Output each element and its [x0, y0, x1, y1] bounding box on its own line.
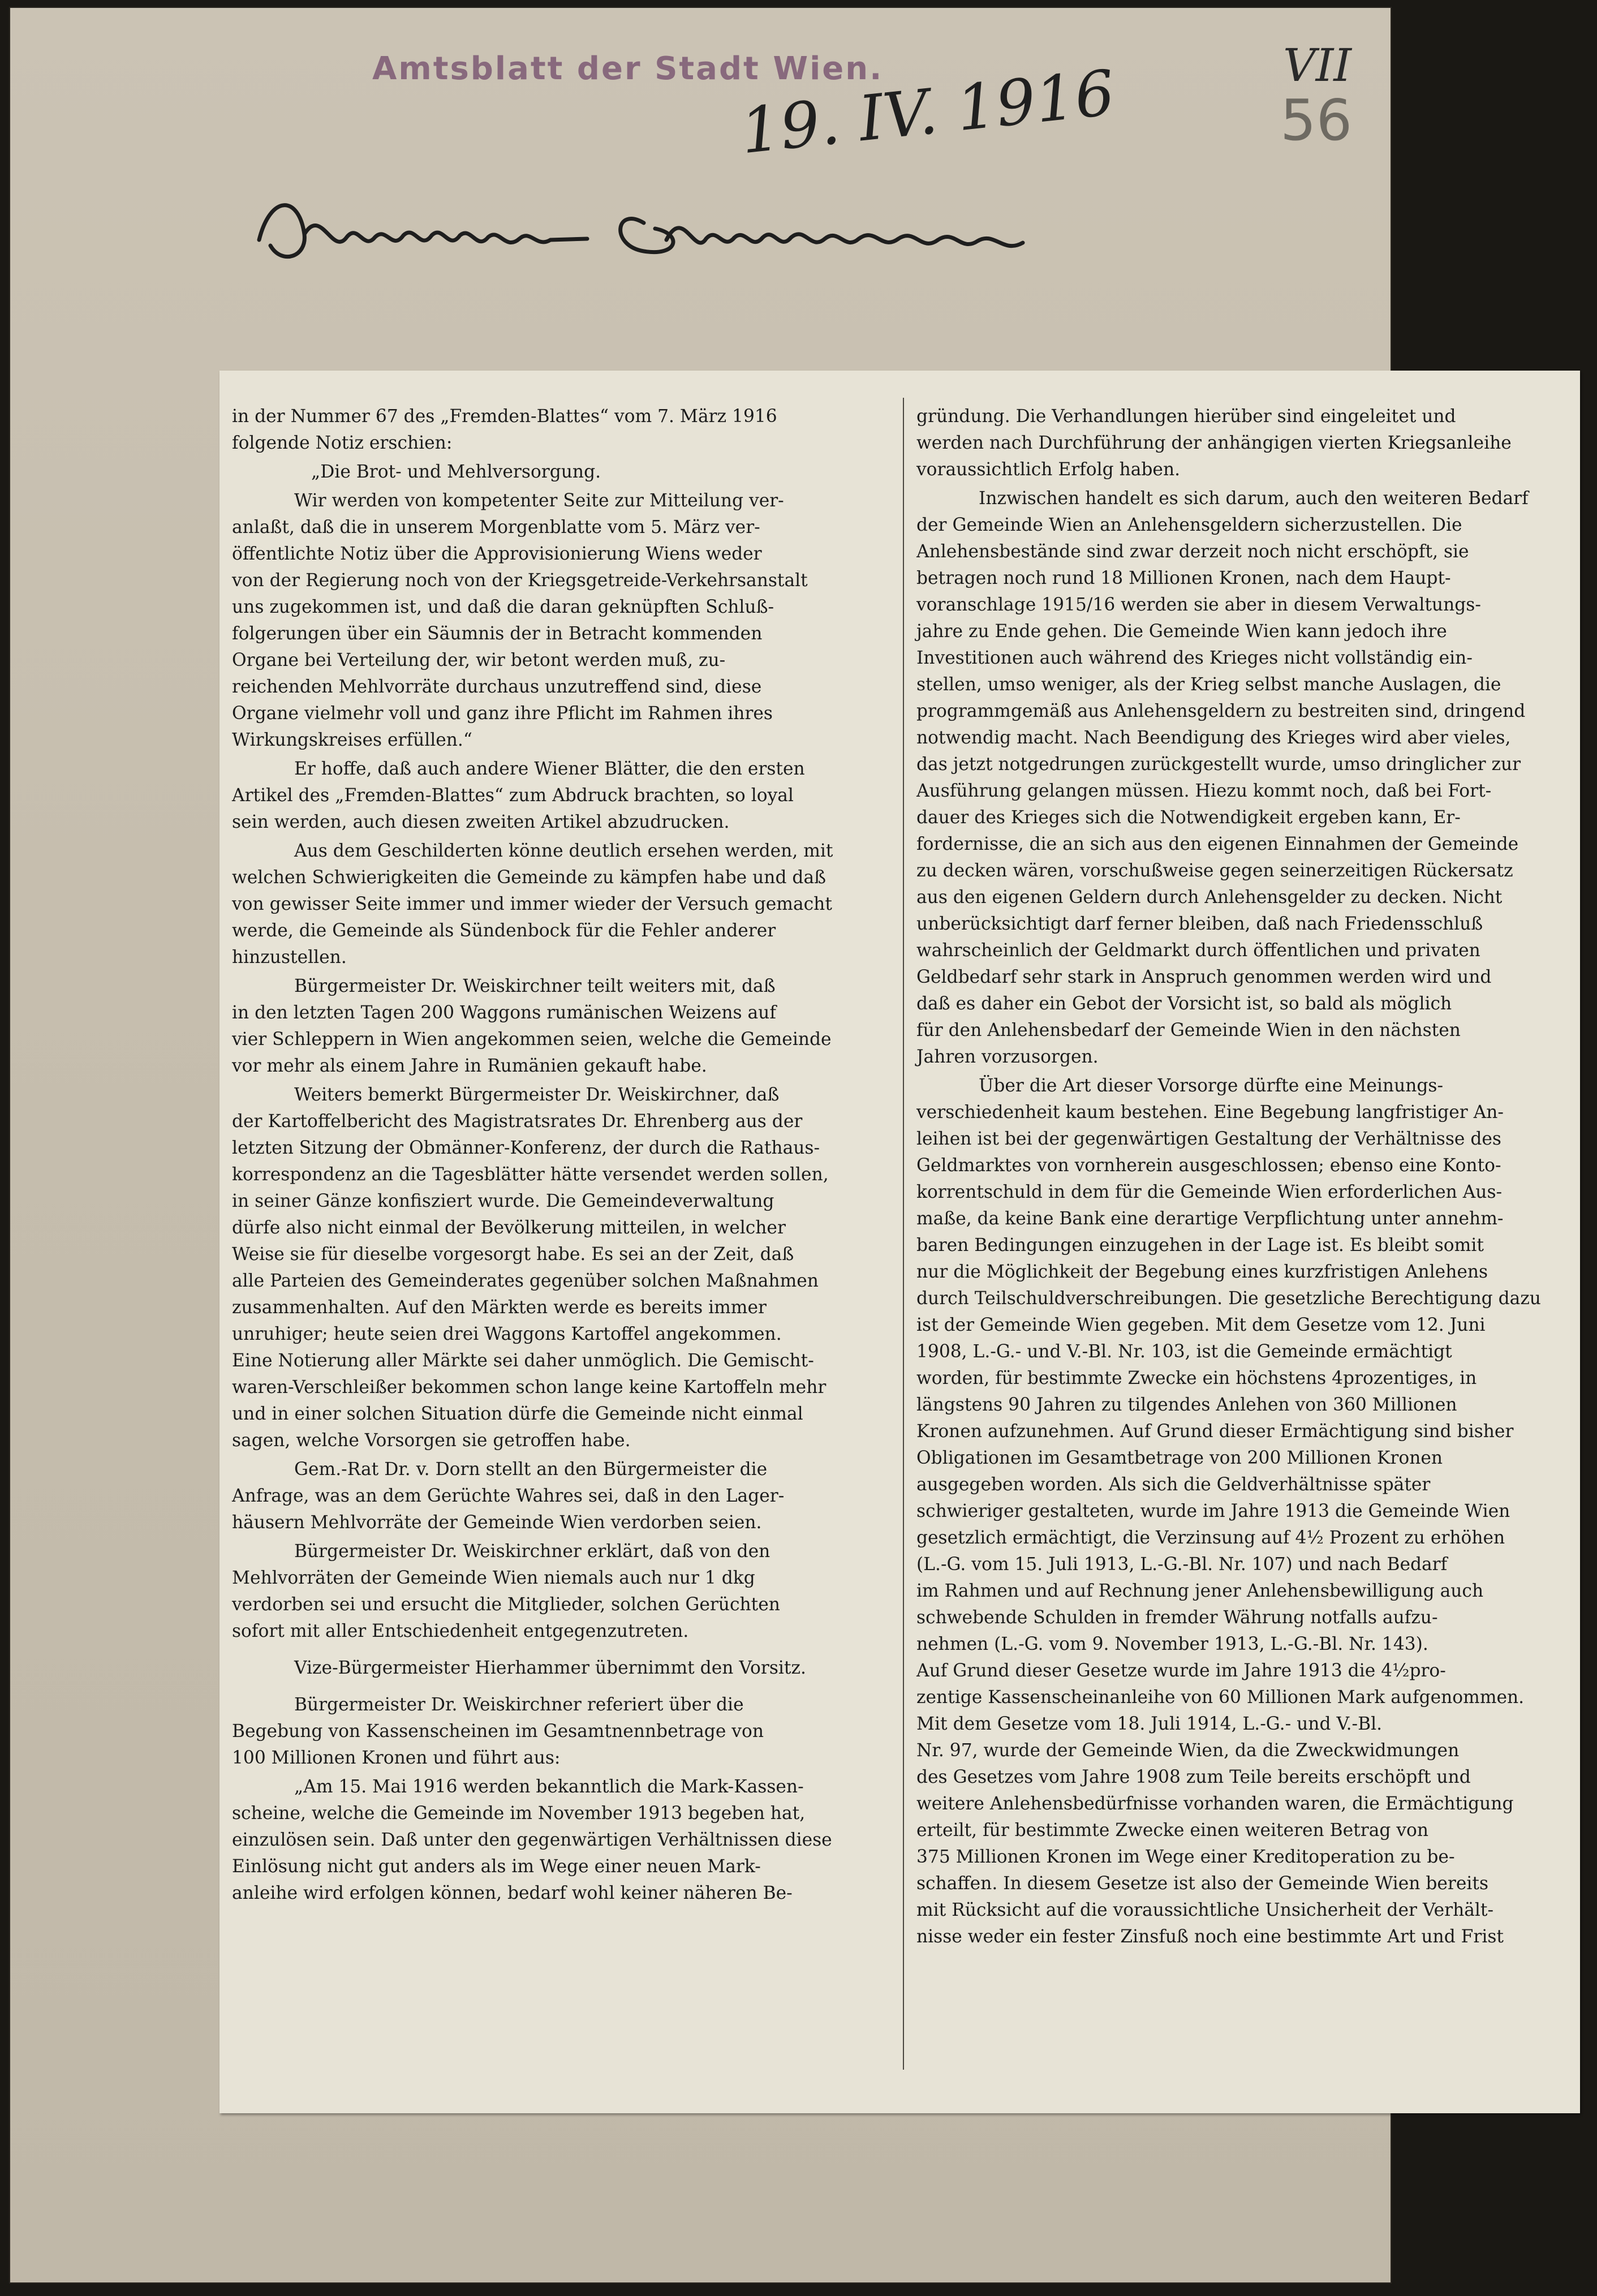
paragraph: Er hoffe, daß auch andere Wiener Blätter, die den ersten Artikel des „Fremden-Blattes“ zum Abdruck brachten, so loyal sein werden, auch diesen zweiten Artikel abzudrucken.	[232, 759, 805, 832]
handwritten-date: 19. IV. 1916	[737, 56, 1118, 168]
folio-roman: VII	[1283, 39, 1351, 92]
paragraph: Bürgermeister Dr. Weiskirchner erklärt, daß von den Mehlvorräten der Gemeinde Wien niemals auch nur 1 dkg verdorben sei und ersucht die Mitglieder, solchen Gerüchten sofort mit aller Entschiedenheit entgegenzutreten.	[232, 1541, 780, 1641]
paragraph: Wir werden von kompetenter Seite zur Mitteilung ver- anlaßt, daß die in unserem Morgenblatte vom 5. März ver- öffentlichte Notiz über die Approvisionierung Wiens weder von der Regierung noch von der Kriegsgetreide-Verkehrsanstalt uns zugekommen ist, und daß die daran geknüpften Schluß- folgerungen über ein Säumnis der in Betracht kommenden Organe bei Verteilung der, wir betont werden muß, zu- reichenden Mehlvorräte durchaus unzutreffend sind, diese Organe vielmehr voll und ganz ihre Pflicht im Rahmen ihres Wirkungskreises erfüllen.“	[232, 491, 808, 750]
paragraph: Aus dem Geschilderten könne deutlich ersehen werden, mit welchen Schwierigkeiten die Gemeinde zu kämpfen habe und daß von gewisser Seite immer und immer wieder der Versuch gemacht werde, die Gemeinde als Sündenbock für die Fehler anderer hinzustellen.	[232, 841, 833, 968]
paragraph: in der Nummer 67 des „Fremden-Blattes“ vom 7. März 1916 folgende Notiz erschien:	[232, 406, 777, 453]
folio-number: 56	[1280, 87, 1353, 153]
right-column	[916, 403, 1567, 1950]
paragraph: Vize-Bürgermeister Hierhammer übernimmt den Vorsitz.	[294, 1658, 806, 1678]
paragraph: Weiters bemerkt Bürgermeister Dr. Weiskirchner, daß der Kartoffelbericht des Magistratsrates Dr. Ehrenberg aus der letzten Sitzung der Obmänner-Konferenz, der durch die Rathaus- korrespondenz an die Tagesblätter hätte versendet werden sollen, in seiner Gänze konfisziert wurde. Die Gemeindeverwaltung dürfe also nicht einmal der Bevölkerung mitteilen, in welcher Weise sie für dieselbe vorgesorgt habe. Es sei an der Zeit, daß alle Parteien des Gemeinderates gegenüber solchen Maßnahmen zusammenhalten. Auf den Märkten werde es bereits immer unruhiger; heute seien drei Waggons Kartoffel angekommen. Eine Notierung aller Märkte sei daher unmöglich. Die Gemischt- waren-Verschleißer bekommen schon lange keine Kartoffeln mehr und in einer solchen Situation dürfe die Gemeinde nicht einmal sagen, welche Vorsorgen sie getroffen habe.	[232, 1085, 829, 1451]
handwritten-title	[248, 172, 1164, 285]
amtsblatt-stamp: Amtsblatt der Stadt Wien.	[372, 50, 884, 87]
newspaper-clipping	[219, 371, 1580, 2113]
paragraph: Inzwischen handelt es sich darum, auch den weiteren Bedarf der Gemeinde Wien an Anlehensgeldern sicherzustellen. Die Anlehensbestände sind zwar derzeit noch nicht erschöpft, sie betragen noch rund 18 Millionen Kronen, nach dem Haupt- voranschlage 1915/16 werden sie aber in diesem Verwaltungs- jahre zu Ende gehen. Die Gemeinde Wien kann jedoch ihre Investitionen auch während des Krieges nicht vollständig ein- stellen, umso weniger, als der Krieg selbst manche Auslagen, die programmgemäß aus Anlehensgeldern zu bestreiten sind, dringend notwendig macht. Nach Beendigung des Krieges wird aber vieles, das jetzt notgedrungen zurückgestellt wurde, umso dringlicher zur Ausführung gelangen müssen. Hiezu kommt noch, daß bei Fort- dauer des Krieges sich die Notwendigkeit ergeben kann, Er- fordernisse, die an sich aus den eigenen Einnahmen der Gemeinde zu decken wären, vorschußweise gegen seinerzeitigen Rückersatz aus den eigenen Geldern durch Anlehensgelder zu decken. Nicht unberücksichtigt darf ferner bleiben, daß nach Friedensschluß wahrscheinlich der Geldmarkt durch öffentlichen und privaten Geldbedarf sehr stark in Anspruch genommen werden wird und daß es daher ein Gebot der Vorsicht ist, so bald als möglich für den Anlehensbedarf der Gemeinde Wien in den nächsten Jahren vorzusorgen.	[916, 488, 1529, 1067]
paragraph: Über die Art dieser Vorsorge dürfte eine Meinungs- verschiedenheit kaum bestehen. Eine Begebung langfristiger An- leihen ist bei der gegenwärtigen Gestaltung der Verhältnisse des Geldmarktes von vornherein ausgeschlossen; ebenso eine Konto- korrentschuld in dem für die Gemeinde Wien erforderlichen Aus- maße, da keine Bank eine derartige Verpflichtung unter annehm- baren Bedingungen einzugehen in der Lage ist. Es bleibt somit nur die Möglichkeit der Begebung eines kurzfristigen Anlehens durch Teilschuldverschreibungen. Die gesetzliche Berechtigung dazu ist der Gemeinde Wien gegeben. Mit dem Gesetze vom 12. Juni 1908, L.-G.- und V.-Bl. Nr. 103, ist die Gemeinde ermächtigt worden, für bestimmte Zwecke ein höchstens 4prozentiges, in längstens 90 Jahren zu tilgendes Anlehen von 360 Millionen Kronen aufzunehmen. Auf Grund dieser Ermächtigung sind bisher Obligationen im Gesamtbetrage von 200 Millionen Kronen ausgegeben worden. Als sich die Geldverhältnisse später schwieriger gestalteten, wurde im Jahre 1913 die Gemeinde Wien gesetzlich ermächtigt, die Verzinsung auf 4½ Prozent zu erhöhen (L.-G. vom 15. Juli 1913, L.-G.-Bl. Nr. 107) und nach Bedarf im Rahmen und auf Rechnung jener Anlehensbewilligung auch schwebende Schulden in fremder Währung notfalls aufzu- nehmen (L.-G. vom 9. November 1913, L.-G.-Bl. Nr. 143). Auf Grund dieser Gesetze wurde im Jahre 1913 die 4½pro- zentige Kassenscheinanleihe von 60 Millionen Mark aufgenommen. Mit dem Gesetze vom 18. Juli 1914, L.-G.- und V.-Bl. Nr. 97, wurde der Gemeinde Wien, da die Zweckwidmungen des Gesetzes vom Jahre 1908 zum Teile bereits erschöpft und weitere Anlehensbedürfnisse vorhanden waren, die Ermächtigung erteilt, für bestimmte Zwecke einen weiteren Betrag von 375 Millionen Kronen im Wege einer Kreditoperation zu be- schaffen. In diesem Gesetze ist also der Gemeinde Wien bereits mit Rücksicht auf die voraussichtliche Unsicherheit der Verhält- nisse weder ein fester Zinsfuß noch eine bestimmte Art und Frist	[916, 1076, 1541, 1947]
paragraph: Bürgermeister Dr. Weiskirchner teilt weiters mit, daß in den letzten Tagen 200 Waggons rumänischen Weizens auf vier Schleppern in Wien angekommen seien, welche die Gemeinde vor mehr als einem Jahre in Rumänien gekauft habe.	[232, 976, 832, 1076]
paragraph: „Die Brot- und Mehlversorgung.	[311, 462, 601, 482]
paragraph: gründung. Die Verhandlungen hierüber sind eingeleitet und werden nach Durchführung der anhängigen vierten Kriegsanleihe voraussichtlich Erfolg haben.	[916, 406, 1512, 480]
paragraph: „Am 15. Mai 1916 werden bekanntlich die Mark-Kassen- scheine, welche die Gemeinde im November 1913 begeben hat, einzulösen sein. Daß unter den gegenwärtigen Verhältnissen diese Einlösung nicht gut anders als im Wege einer neuen Mark- anleihe wird erfolgen können, bedarf wohl keiner näheren Be-	[232, 1777, 832, 1903]
left-column	[232, 403, 883, 1907]
column-divider	[903, 398, 904, 2070]
paragraph: Bürgermeister Dr. Weiskirchner referiert über die Begebung von Kassenscheinen im Gesamtnennbetrage von 100 Millionen Kronen und führt aus:	[232, 1695, 764, 1768]
paragraph: Gem.-Rat Dr. v. Dorn stellt an den Bürgermeister die Anfrage, was an dem Gerüchte Wahres sei, daß in den Lager- häusern Mehlvorräte der Gemeinde Wien verdorben seien.	[232, 1459, 785, 1533]
